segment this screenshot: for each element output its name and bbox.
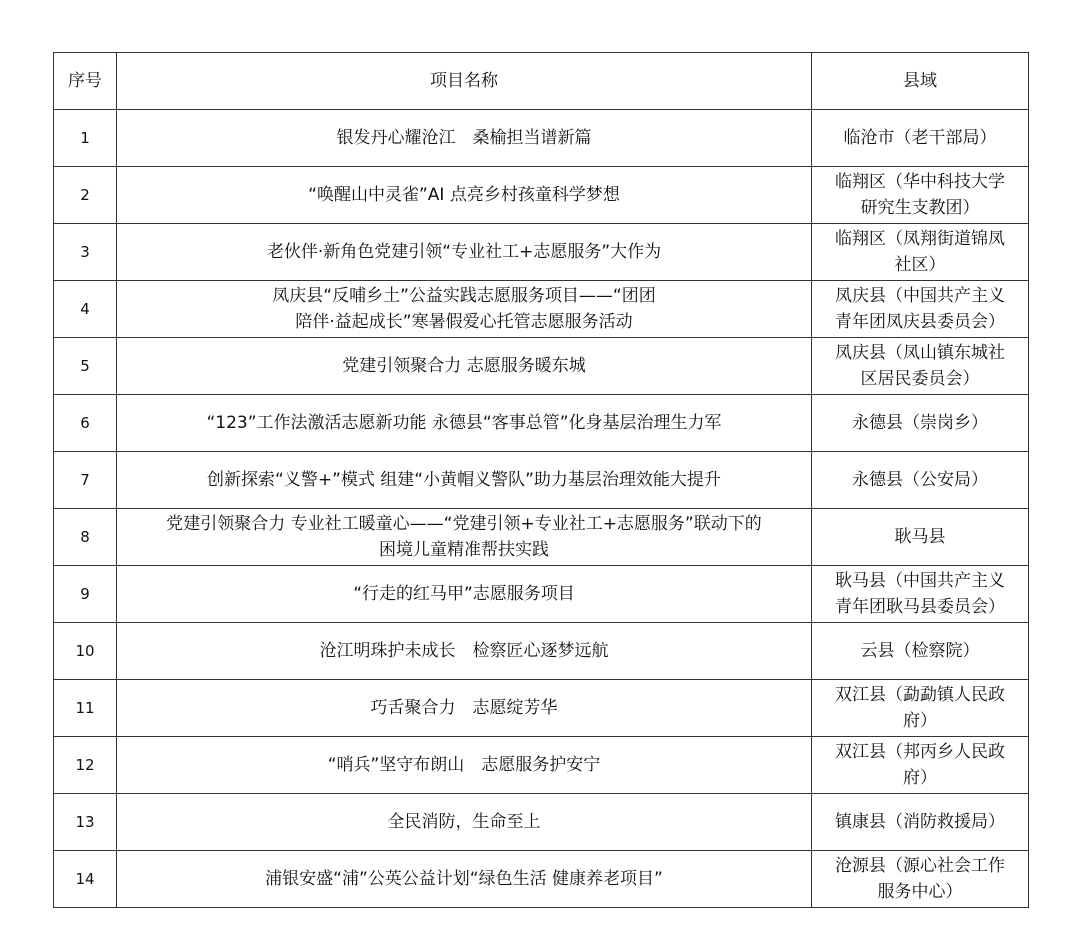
cell-county xyxy=(812,509,1029,566)
cell-project-name xyxy=(117,737,812,794)
cell-serial-number-text: 9 xyxy=(80,585,90,603)
table-row xyxy=(54,680,1029,737)
cell-county-text: 云县（检察院） xyxy=(860,641,980,661)
cell-county-text: 双江县（邦丙乡人民政 府） xyxy=(835,742,1005,788)
cell-project-name-text: 沧江明珠护未成长 检察匠心逐梦远航 xyxy=(319,641,609,661)
table-row xyxy=(54,623,1029,680)
cell-project-name-text: 巧舌聚合力 志愿绽芳华 xyxy=(370,698,558,718)
cell-project-name xyxy=(117,680,812,737)
cell-project-name xyxy=(117,110,812,167)
cell-county xyxy=(812,338,1029,395)
cell-project-name xyxy=(117,509,812,566)
cell-serial-number xyxy=(54,338,117,395)
cell-county xyxy=(812,623,1029,680)
table-row xyxy=(54,338,1029,395)
cell-county-text: 临翔区（凤翔街道锦凤 社区） xyxy=(835,229,1005,275)
cell-county xyxy=(812,110,1029,167)
cell-county-text: 永德县（崇岗乡） xyxy=(852,413,988,433)
cell-county-text: 耿马县 xyxy=(894,527,946,547)
cell-project-name xyxy=(117,167,812,224)
project-list-table xyxy=(53,52,1029,908)
cell-project-name-text: 凤庆县“反哺乡土”公益实践志愿服务项目——“团团 陪伴·益起成长”寒暑假爱心托管志愿服务活动 xyxy=(272,286,656,332)
cell-serial-number xyxy=(54,110,117,167)
cell-county-text: 双江县（勐勐镇人民政 府） xyxy=(835,685,1005,731)
cell-serial-number xyxy=(54,623,117,680)
cell-serial-number xyxy=(54,851,117,908)
header-serial-number: 序号 xyxy=(54,53,117,110)
table-row xyxy=(54,566,1029,623)
cell-serial-number-text: 6 xyxy=(80,414,90,432)
cell-serial-number-text: 1 xyxy=(80,129,90,147)
cell-serial-number xyxy=(54,737,117,794)
cell-serial-number-text: 3 xyxy=(80,243,90,261)
table-row xyxy=(54,452,1029,509)
cell-serial-number-text: 12 xyxy=(75,756,95,774)
cell-county xyxy=(812,452,1029,509)
table-row xyxy=(54,281,1029,338)
cell-county-text: 沧源县（源心社会工作 服务中心） xyxy=(835,856,1005,902)
cell-project-name xyxy=(117,566,812,623)
cell-project-name-text: “行走的红马甲”志愿服务项目 xyxy=(353,584,575,604)
cell-project-name xyxy=(117,338,812,395)
cell-project-name-text: 创新探索“义警+”模式 组建“小黄帽义警队”助力基层治理效能大提升 xyxy=(207,470,721,490)
cell-county xyxy=(812,794,1029,851)
table-row xyxy=(54,851,1029,908)
table-header-row xyxy=(54,53,1029,110)
cell-project-name xyxy=(117,452,812,509)
cell-project-name xyxy=(117,851,812,908)
cell-project-name xyxy=(117,395,812,452)
cell-project-name-text: “哨兵”坚守布朗山 志愿服务护安宁 xyxy=(327,755,601,775)
cell-county-text: 临沧市（老干部局） xyxy=(843,128,997,148)
cell-serial-number-text: 14 xyxy=(75,870,95,888)
cell-project-name xyxy=(117,224,812,281)
cell-county xyxy=(812,737,1029,794)
cell-serial-number xyxy=(54,452,117,509)
cell-serial-number-text: 11 xyxy=(75,699,95,717)
cell-project-name-text: 浦银安盛“浦”公英公益计划“绿色生活 健康养老项目” xyxy=(265,869,663,889)
cell-county xyxy=(812,167,1029,224)
table-row xyxy=(54,794,1029,851)
cell-county xyxy=(812,851,1029,908)
table-row xyxy=(54,737,1029,794)
table-row xyxy=(54,509,1029,566)
header-county: 县域 xyxy=(812,53,1029,110)
cell-project-name-text: “唤醒山中灵雀”AI 点亮乡村孩童科学梦想 xyxy=(308,185,620,205)
cell-serial-number xyxy=(54,167,117,224)
cell-project-name-text: “123”工作法激活志愿新功能 永德县“客事总管”化身基层治理生力军 xyxy=(206,413,722,433)
cell-project-name xyxy=(117,794,812,851)
cell-county xyxy=(812,566,1029,623)
cell-serial-number xyxy=(54,566,117,623)
table-row xyxy=(54,224,1029,281)
cell-serial-number-text: 5 xyxy=(80,357,90,375)
cell-project-name-text: 党建引领聚合力 专业社工暖童心——“党建引领+专业社工+志愿服务”联动下的 困境儿童精准帮扶实践 xyxy=(166,514,762,560)
cell-project-name-text: 党建引领聚合力 志愿服务暖东城 xyxy=(342,356,586,376)
cell-project-name xyxy=(117,623,812,680)
cell-county xyxy=(812,395,1029,452)
cell-serial-number-text: 13 xyxy=(75,813,95,831)
cell-serial-number-text: 2 xyxy=(80,186,90,204)
cell-serial-number-text: 7 xyxy=(80,471,90,489)
cell-project-name-text: 银发丹心耀沧江 桑榆担当谱新篇 xyxy=(336,128,592,148)
table-row xyxy=(54,167,1029,224)
table-body xyxy=(54,110,1029,908)
cell-serial-number-text: 10 xyxy=(75,642,95,660)
cell-serial-number xyxy=(54,224,117,281)
cell-county-text: 临翔区（华中科技大学 研究生支教团） xyxy=(835,172,1005,218)
table-row xyxy=(54,395,1029,452)
cell-serial-number-text: 8 xyxy=(80,528,90,546)
cell-project-name-text: 全民消防，生命至上 xyxy=(387,812,541,832)
table-row xyxy=(54,110,1029,167)
cell-county xyxy=(812,680,1029,737)
header-project-name: 项目名称 xyxy=(117,53,812,110)
cell-project-name xyxy=(117,281,812,338)
cell-serial-number xyxy=(54,794,117,851)
cell-county-text: 耿马县（中国共产主义 青年团耿马县委员会） xyxy=(835,571,1005,617)
cell-county-text: 凤庆县（中国共产主义 青年团凤庆县委员会） xyxy=(835,286,1005,332)
cell-county-text: 凤庆县（凤山镇东城社 区居民委员会） xyxy=(835,343,1005,389)
cell-serial-number xyxy=(54,281,117,338)
cell-county-text: 镇康县（消防救援局） xyxy=(835,812,1005,832)
cell-serial-number xyxy=(54,395,117,452)
cell-county xyxy=(812,281,1029,338)
cell-serial-number-text: 4 xyxy=(80,300,90,318)
cell-county xyxy=(812,224,1029,281)
cell-serial-number xyxy=(54,680,117,737)
cell-county-text: 永德县（公安局） xyxy=(852,470,988,490)
cell-serial-number xyxy=(54,509,117,566)
cell-project-name-text: 老伙伴·新角色党建引领“专业社工+志愿服务”大作为 xyxy=(266,242,662,262)
